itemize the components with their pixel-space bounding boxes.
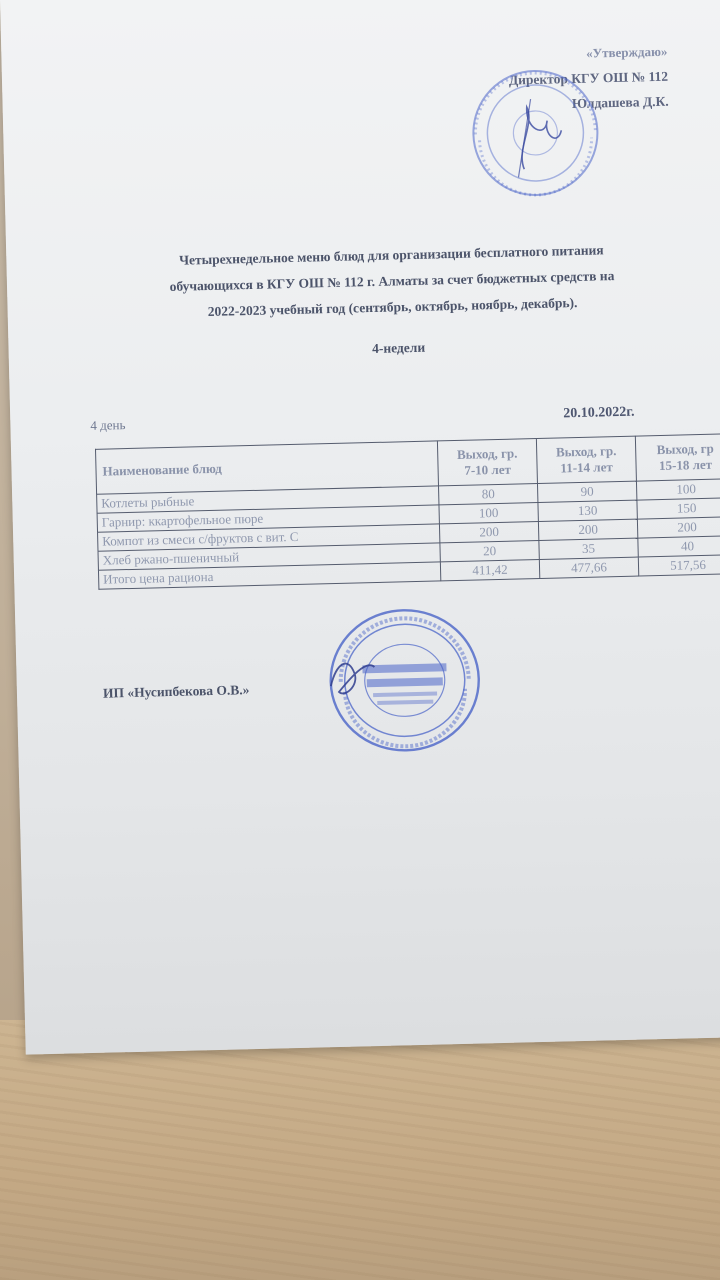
yield-11-14: 130	[538, 500, 637, 521]
day-label: 4 день	[90, 417, 126, 433]
supplier-stamp-icon	[325, 604, 485, 756]
total-11-14: 477,66	[539, 557, 638, 578]
yield-15-18: 150	[637, 498, 720, 519]
yield-11-14: 35	[539, 538, 638, 559]
yield-15-18: 40	[638, 536, 720, 557]
title-line-3: 2022-2023 учебный год (сентябрь, октябрь, ноябрь, декабрь).	[207, 294, 578, 320]
yield-11-14: 200	[538, 519, 637, 540]
yield-7-10: 20	[440, 540, 539, 561]
header-yield-7-10: Выход, гр. 7-10 лет	[437, 439, 537, 486]
supplier-signature-line: ИП «Нусипбекова О.В.»	[102, 682, 250, 701]
approval-name: Юлдашева Д.К.	[571, 93, 669, 112]
yield-15-18: 100	[636, 479, 720, 500]
total-7-10: 411,42	[440, 559, 539, 580]
title-line-1: Четырехнедельное меню блюд для организации бесплатного питания	[178, 242, 604, 268]
approval-label: «Утверждаю»	[585, 43, 668, 61]
document-title	[91, 235, 693, 328]
menu-table	[95, 433, 720, 590]
title-line-2: обучающихся в КГУ ОШ № 112 г. Алматы за счет бюджетных средств на	[169, 268, 615, 294]
menu-date: 20.10.2022г.	[563, 404, 635, 422]
yield-15-18: 200	[637, 517, 720, 538]
header-yield-11-14: Выход, гр. 11-14 лет	[536, 436, 636, 483]
director-seal-icon	[464, 67, 607, 198]
dish-name: Компот из смеси с/фруктов с вит. С	[98, 524, 440, 551]
total-15-18: 517,56	[638, 555, 720, 576]
yield-7-10: 80	[439, 484, 538, 505]
yield-7-10: 100	[439, 503, 538, 524]
yield-7-10: 200	[439, 522, 538, 543]
total-label: Итого цена рациона	[98, 562, 440, 589]
dish-name: Котлеты рыбные	[97, 486, 439, 513]
yield-11-14: 90	[537, 481, 636, 502]
week-label: 4-недели	[371, 339, 426, 357]
dish-name: Гарнир: ккартофельное пюре	[97, 505, 439, 532]
dish-name: Хлеб ржано-пшеничный	[98, 543, 440, 570]
header-yield-15-18: Выход, гр 15-18 лет	[635, 434, 720, 481]
header-dish-name: Наименование блюд	[96, 441, 439, 494]
approval-position: Директор КГУ ОШ № 112	[508, 68, 669, 88]
table-surface	[0, 1020, 720, 1280]
